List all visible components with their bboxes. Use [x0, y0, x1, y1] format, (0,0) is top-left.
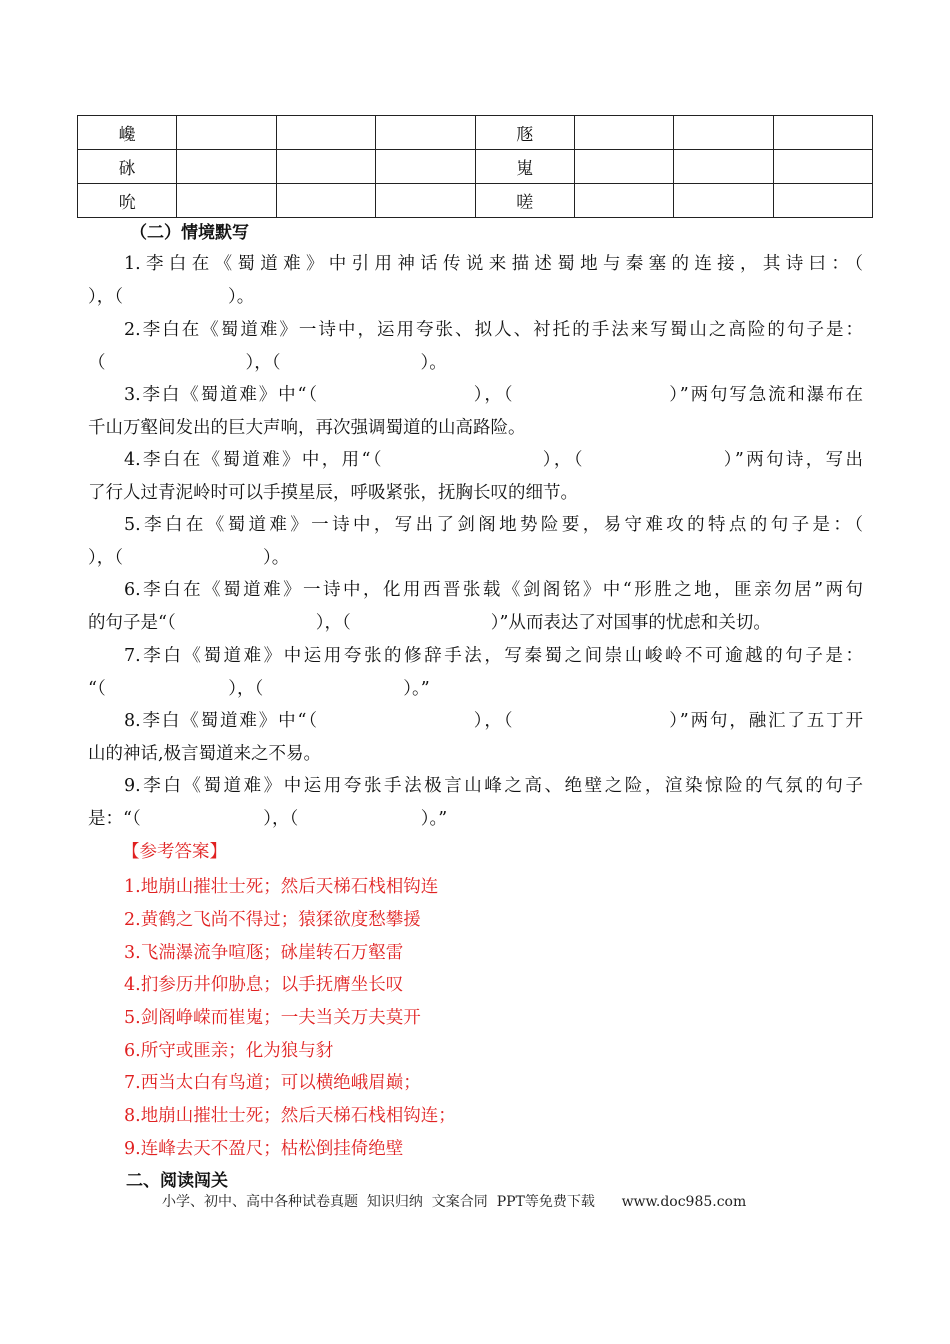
- question-1: [88, 248, 863, 314]
- table-blank-cell: [276, 184, 375, 218]
- answer-item: 7.西当太白有鸟道；可以横绝峨眉巅；: [124, 1073, 421, 1093]
- question-5: [88, 509, 863, 575]
- question-line: 2.李白在《蜀道难》一诗中，运用夸张、拟人、衬托的手法来写蜀山之高险的句子是：: [124, 320, 863, 340]
- table-blank-cell: [574, 184, 673, 218]
- table-char-cell: 豗: [475, 116, 574, 150]
- table-char-cell: 嗟: [475, 184, 574, 218]
- question-line: 1.李白在《蜀道难》中引用神话传说来描述蜀地与秦塞的连接，其诗曰：（: [124, 254, 863, 274]
- table-blank-cell: [177, 116, 276, 150]
- table-row: [78, 116, 873, 150]
- question-line: 8.李白《蜀道难》中“（ ），（ ）”两句，融汇了五丁开: [124, 711, 863, 731]
- question-line: 4.李白在《蜀道难》中，用“（ ），（ ）”两句诗，写出: [124, 450, 863, 470]
- answer-item: 4.扪参历井仰胁息；以手抚膺坐长叹: [124, 975, 404, 995]
- answer-item: 1.地崩山摧壮士死；然后天梯石栈相钩连: [124, 877, 439, 897]
- table-blank-cell: [674, 116, 773, 150]
- question-line: 6.李白在《蜀道难》一诗中，化用西晋张载《剑阁铭》中“形胜之地，匪亲勿居”两句: [124, 580, 863, 600]
- question-3: [88, 379, 863, 445]
- page-footer: 小学、初中、高中各种试卷真题 知识归纳 文案合同 PPT等免费下载 www.doc985.com: [162, 1194, 747, 1210]
- table-char-cell: 嵬: [475, 150, 574, 184]
- table-blank-cell: [177, 150, 276, 184]
- table-char-cell: 巉: [78, 116, 177, 150]
- question-line: “（ ），（ ）。”: [88, 679, 430, 699]
- question-line: 千山万壑间发出的巨大声响，再次强调蜀道的山高路险。: [88, 418, 526, 438]
- table-blank-cell: [773, 184, 872, 218]
- table-blank-cell: [773, 150, 872, 184]
- table-blank-cell: [773, 116, 872, 150]
- answer-item: 2.黄鹤之飞尚不得过；猿猱欲度愁攀援: [124, 910, 421, 930]
- section-title: （二）情境默写: [130, 223, 249, 243]
- table-blank-cell: [574, 116, 673, 150]
- question-line: ），（ ）。: [88, 287, 255, 307]
- answer-item: 5.剑阁峥嵘而崔嵬；一夫当关万夫莫开: [124, 1008, 421, 1028]
- question-9: [88, 770, 863, 836]
- question-line: ），（ ）。: [88, 548, 290, 568]
- question-line: 9.李白《蜀道难》中运用夸张手法极言山峰之高、绝壁之险，渲染惊险的气氛的句子: [124, 776, 863, 796]
- question-2: [88, 314, 863, 380]
- answer-item: 8.地崩山摧壮士死；然后天梯石栈相钩连；: [124, 1106, 456, 1126]
- table-blank-cell: [674, 150, 773, 184]
- answer-item: 6.所守或匪亲；化为狼与豺: [124, 1041, 334, 1061]
- section2-title: 二、阅读闯关: [126, 1171, 228, 1191]
- table-blank-cell: [376, 116, 475, 150]
- question-line: 7.李白《蜀道难》中运用夸张的修辞手法，写秦蜀之间崇山峻岭不可逾越的句子是：: [124, 646, 863, 666]
- question-7: [88, 640, 863, 706]
- question-line: （ ），（ ）。: [88, 353, 447, 373]
- question-line: 山的神话,极言蜀道来之不易。: [88, 744, 322, 764]
- question-line: 是：“（ ），（ ）。”: [88, 809, 448, 829]
- question-4: [88, 444, 863, 510]
- table-char-cell: 砯: [78, 150, 177, 184]
- character-table: [77, 115, 873, 218]
- table-row: [78, 150, 873, 184]
- question-line: 5.李白在《蜀道难》一诗中，写出了剑阁地势险要，易守难攻的特点的句子是：（: [124, 515, 863, 535]
- table-blank-cell: [177, 184, 276, 218]
- table-char-cell: 吮: [78, 184, 177, 218]
- question-line: 了行人过青泥岭时可以手摸星辰，呼吸紧张，抚胸长叹的细节。: [88, 483, 578, 503]
- table-blank-cell: [674, 184, 773, 218]
- table-blank-cell: [376, 184, 475, 218]
- answer-item: 3.飞湍瀑流争喧豗；砯崖转石万壑雷: [124, 943, 404, 963]
- table-blank-cell: [276, 116, 375, 150]
- question-6: [88, 574, 863, 640]
- table-blank-cell: [276, 150, 375, 184]
- table-blank-cell: [376, 150, 475, 184]
- table-blank-cell: [574, 150, 673, 184]
- question-line: 3.李白《蜀道难》中“（ ），（ ）”两句写急流和瀑布在: [124, 385, 863, 405]
- answers-title: 【参考答案】: [122, 842, 227, 862]
- answer-item: 9.连峰去天不盈尺；枯松倒挂倚绝壁: [124, 1139, 404, 1159]
- question-8: [88, 705, 863, 771]
- table-row: [78, 184, 873, 218]
- question-line: 的句子是“（ ），（ ）”从而表达了对国事的忧虑和关切。: [88, 613, 771, 633]
